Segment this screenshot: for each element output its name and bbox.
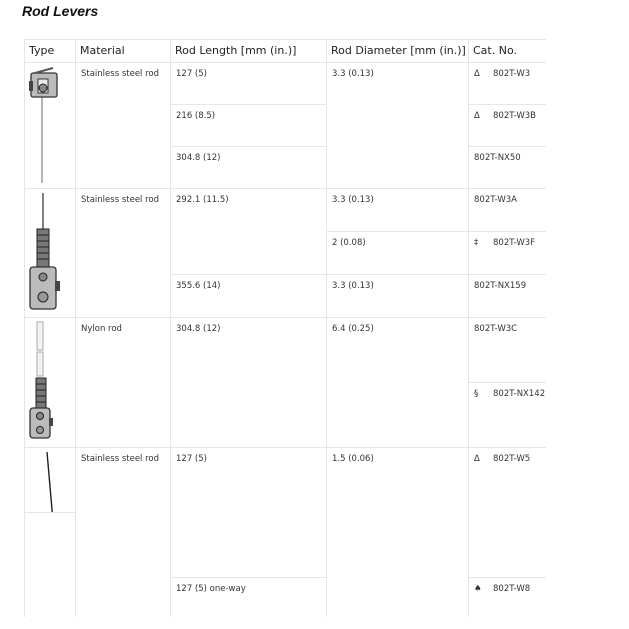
rod-diameter-cell: 2 (0.08) [327,232,468,274]
cat-no-value: 802T-W3A [474,195,517,205]
rod-length-cell: 304.8 (12) [171,147,326,188]
footnote-symbol: § [474,389,479,399]
cat-no-value: 802T-NX159 [474,281,527,291]
rod-lever-image-3 [25,318,75,447]
footnote-symbol: Δ [474,69,480,79]
cat-no-value: 802T-W3B [493,111,537,121]
cat-no-value: 802T-NX142 [493,389,546,399]
cat-no-value: 802T-W3F [493,238,536,248]
rod-diameter-cell: 1.5 (0.06) [327,448,468,629]
header-rod-length: Rod Length [mm (in.)] [171,40,326,62]
type-cell-empty [25,513,75,629]
material-cell: Stainless steel rod [76,448,170,629]
rod-length-cell: 216 (8.5) [171,105,326,146]
header-rod-diameter: Rod Diameter [mm (in.)] [327,40,468,62]
rod-length-cell: 304.8 (12) [171,318,326,447]
cat-no-cell [469,275,551,317]
material-cell: Nylon rod [76,318,170,447]
cat-no-value: 802T-W5 [493,454,531,464]
cat-no-cell [469,318,551,382]
cat-no-value: 802T-NX50 [474,153,521,163]
material-cell: Stainless steel rod [76,63,170,188]
rod-diameter-cell: 3.3 (0.13) [327,63,468,188]
footnote-symbol: ‡ [474,238,479,248]
rod-lever-image-2 [25,189,75,317]
cat-no-cell [469,383,551,447]
cat-no-cell [469,63,551,104]
footnote-symbol: ♠ [474,584,482,594]
rod-levers-table [24,39,546,617]
header-material: Material [76,40,170,62]
cat-no-value: 802T-W8 [493,584,531,594]
rod-diameter-cell: 6.4 (0.25) [327,318,468,447]
cat-no-cell [469,578,551,629]
cat-no-cell [469,189,551,231]
rod-length-cell: 127 (5) [171,448,326,577]
cat-no-cell [469,147,551,188]
rod-length-cell: 127 (5) [171,63,326,104]
header-type: Type [25,40,75,62]
cat-no-cell [469,448,551,577]
rod-length-cell: 355.6 (14) [171,275,326,317]
footnote-symbol: Δ [474,454,480,464]
cat-no-cell [469,232,551,274]
rod-diameter-cell: 3.3 (0.13) [327,275,468,317]
rod-length-cell: 292.1 (11.5) [171,189,326,274]
footnote-symbol: Δ [474,111,480,121]
material-cell: Stainless steel rod [76,189,170,317]
rod-lever-image-4 [25,448,75,512]
header-cat-no: Cat. No. [469,40,551,62]
cat-no-cell [469,105,551,146]
rod-diameter-cell: 3.3 (0.13) [327,189,468,231]
rod-length-cell: 127 (5) one-way [171,578,326,629]
cat-no-value: 802T-W3C [474,324,518,334]
rod-lever-image-1 [25,63,75,188]
section-title: Rod Levers [22,3,99,19]
cat-no-value: 802T-W3 [493,69,531,79]
